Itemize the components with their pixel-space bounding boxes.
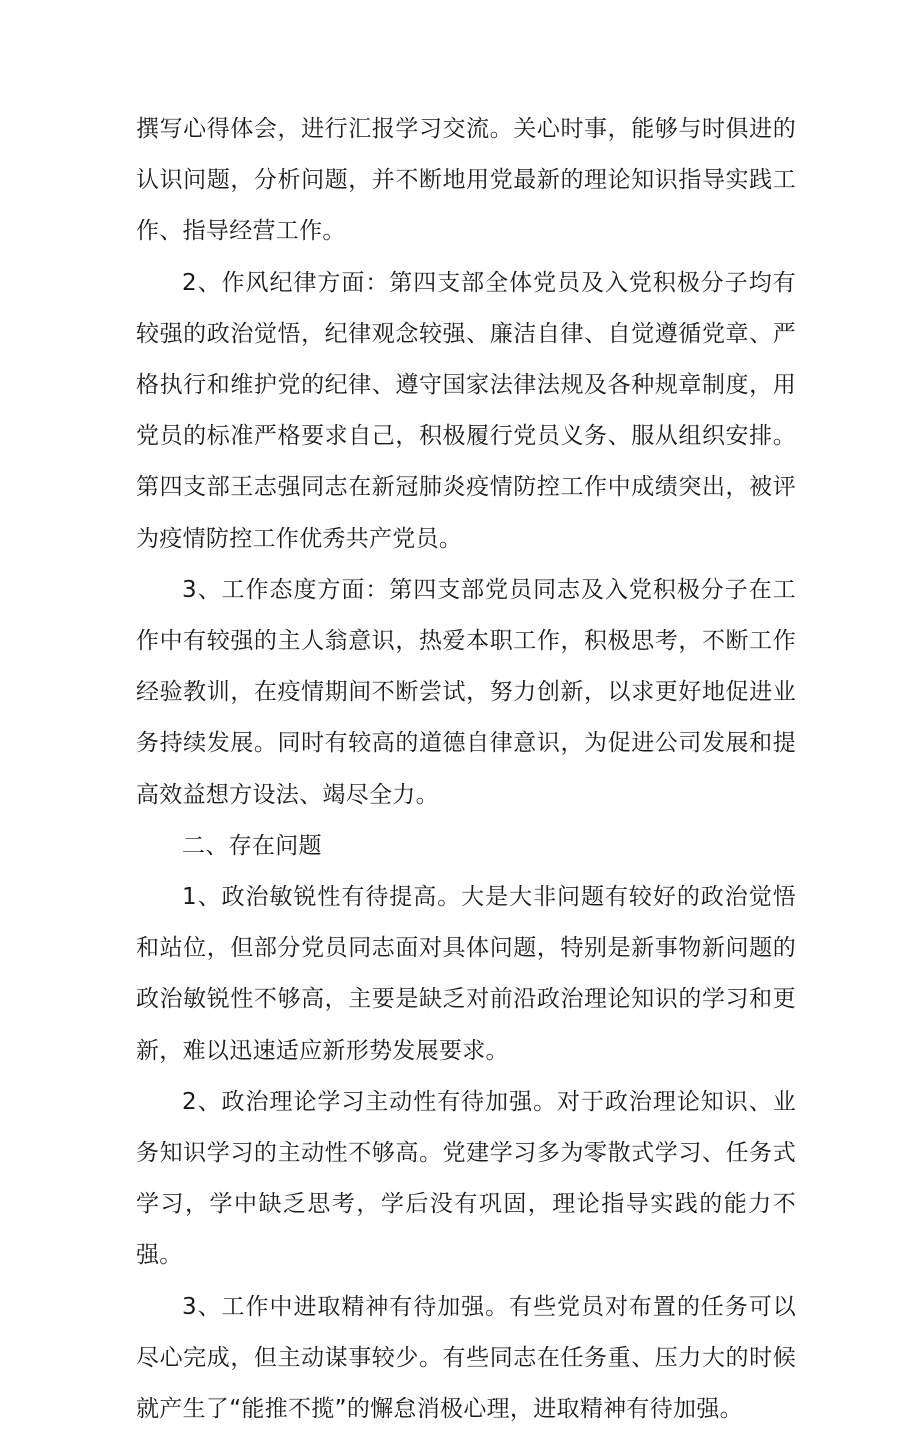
paragraph-political-sensitivity: 1、政治敏锐性有待提高。大是大非问题有较好的政治觉悟和站位，但部分党员同志面对具体问题，特别是新事物新问题的政治敏锐性不够高，主要是缺乏对前沿政治理论知识的学习和更新，难以迅速适应新形势发展要求。: [136, 884, 796, 1064]
paragraph-theory-study: 2、政治理论学习主动性有待加强。对于政治理论知识、业务知识学习的主动性不够高。党建学习多为零散式学习、任务式学习，学中缺乏思考，学后没有巩固，理论指导实践的能力不强。: [136, 1088, 796, 1269]
paragraph-continuation: 撰写心得体会，进行汇报学习交流。关心时事，能够与时俱进的认识问题，分析问题，并不断地用党最新的理论知识指导实践工作、指导经营工作。: [136, 116, 796, 245]
paragraph-work-attitude: 3、工作态度方面：第四支部党员同志及入党积极分子在工作中有较强的主人翁意识，热爱本职工作，积极思考，不断工作经验教训，在疫情期间不断尝试，努力创新，以求更好地促进业务持续发展。同时有较高的道德自律意识，为促进公司发展和提高效益想方设法、竭尽全力。: [136, 576, 796, 808]
section-heading-existing-problems: 二、存在问题: [182, 832, 322, 859]
paragraph-work-discipline: 2、作风纪律方面：第四支部全体党员及入党积极分子均有较强的政治觉悟，纪律观念较强、廉洁自律、自觉遵循党章、严格执行和维护党的纪律、遵守国家法律法规及各种规章制度，用党员的标准严格要求自己，积极履行党员义务、服从组织安排。第四支部王志强同志在新冠肺炎疫情防控工作中成绩突出，被评为疫情防控工作优秀共产党员。: [136, 269, 796, 552]
paragraph-enterprising-spirit: 3、工作中进取精神有待加强。有些党员对布置的任务可以尽心完成，但主动谋事较少。有些同志在任务重、压力大的时候就产生了“能推不揽”的懈怠消极心理，进取精神有待加强。: [136, 1293, 796, 1423]
document-body: [136, 104, 796, 1435]
